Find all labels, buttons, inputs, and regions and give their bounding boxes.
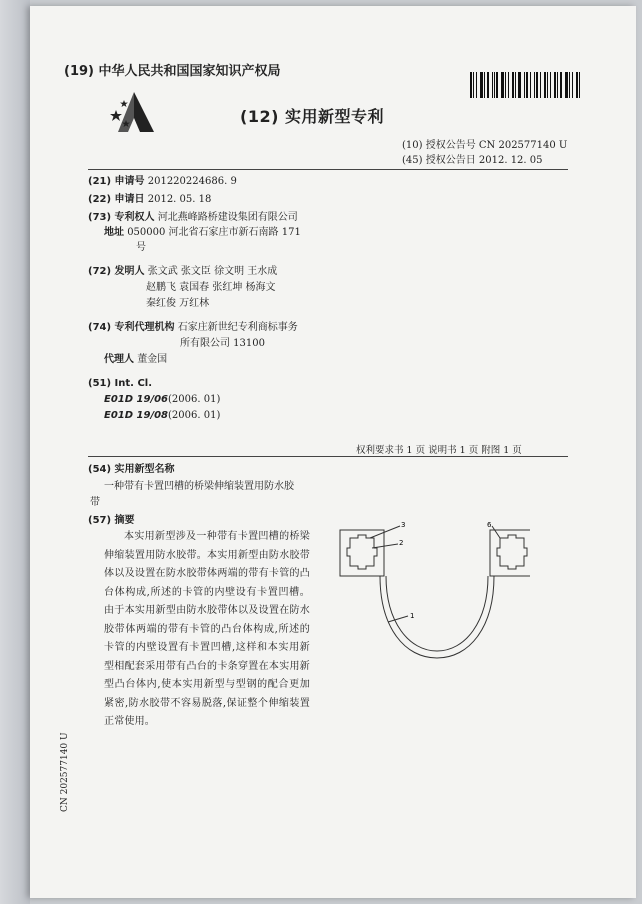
agent-value: 董金国 [137, 354, 168, 365]
agency-label: (74) 专利代理机构 [88, 322, 175, 333]
publication-date: (45) 授权公告日 2012. 12. 05 [402, 155, 543, 166]
barcode [470, 72, 582, 98]
cnipa-logo [110, 88, 160, 138]
figure-label-3: 3 [401, 521, 406, 529]
barcode-bar [569, 72, 570, 98]
barcode-bar [547, 72, 548, 98]
abstract-label [88, 513, 135, 528]
barcode-bar [473, 72, 474, 98]
barcode-bar [496, 72, 498, 98]
patentee [88, 210, 298, 225]
ipc1-code: E01D 19/06 [104, 394, 169, 405]
barcode-bar [526, 72, 528, 98]
agency-line1: 石家庄新世纪专利商标事务 [177, 322, 298, 333]
filing-date [88, 192, 211, 207]
document-type: (12) 实用新型专利 [240, 107, 384, 126]
agent [104, 352, 167, 367]
barcode-bar [487, 72, 489, 98]
ipc-label [88, 376, 152, 391]
barcode-bar [518, 72, 521, 98]
address-line1: 050000 河北省石家庄市新石南路 171 [127, 227, 301, 238]
barcode-bar [530, 72, 531, 98]
barcode-bar [508, 72, 509, 98]
barcode-bar [554, 72, 556, 98]
inventor-line3: 秦红俊 万红林 [146, 298, 210, 309]
barcode-bar [544, 72, 547, 98]
patentee-label: (73) 专利权人 [88, 212, 155, 223]
filing-date-value: 2012. 05. 18 [147, 194, 212, 205]
barcode-bar [524, 72, 525, 98]
figure-label-1: 1 [410, 612, 415, 620]
ipc-label-text: (51) Int. Cl. [88, 378, 153, 389]
barcode-bar [579, 72, 580, 98]
ipc-class-2 [104, 408, 220, 423]
barcode-bar [492, 72, 493, 98]
agent-label: 代理人 [104, 354, 134, 365]
barcode-bar [536, 72, 538, 98]
barcode-bar [512, 72, 514, 98]
patentee-value: 河北燕峰路桥建设集团有限公司 [157, 212, 298, 223]
page-counts: 权利要求书 1 页 说明书 1 页 附图 1 页 [356, 445, 522, 456]
barcode-bar [501, 72, 504, 98]
inventors [88, 264, 277, 279]
inventor-line1: 张文武 张文臣 徐文明 王水成 [147, 266, 278, 277]
ipc-class-1 [104, 392, 220, 407]
utility-model-title-label [88, 462, 175, 477]
barcode-bar [515, 72, 516, 98]
application-number [88, 174, 237, 189]
application-number-value: 201220224686. 9 [147, 176, 237, 187]
barcode-bar [557, 72, 558, 98]
barcode-bar [476, 72, 477, 98]
barcode-bar [540, 72, 541, 98]
waterproof-strip-figure [330, 518, 530, 668]
barcode-bar [484, 72, 485, 98]
top-rule [88, 169, 568, 170]
agency [88, 320, 298, 335]
abstract-text: 本实用新型涉及一种带有卡置凹槽的桥梁伸缩装置用防水胶带。本实用新型由防水胶带体以及设置在防水胶带体两端的带有卡管的凸台体构成,所述的卡管的内壁设有卡置凹槽。由于本实用新型由防水胶带体以及设置在防水胶带体两端的带有卡管的凸台体构成,所述的卡管的内壁设置有卡置凹槽,这样和本实用新型相配套采用带有凸台的卡条穿置在本实用新型凸台体内,使本实用新型与型钢的配合更加紧密,防水胶带不容易脱落,保证整个伸缩装置正常使用。 [104, 531, 310, 727]
middle-rule [88, 456, 568, 457]
background-edge [0, 0, 30, 904]
issuing-office: (19) 中华人民共和国国家知识产权局 [64, 64, 281, 79]
barcode-bar [560, 72, 562, 98]
figure-label-2: 2 [399, 539, 404, 547]
publication-number: (10) 授权公告号 CN 202577140 U [402, 140, 568, 151]
barcode-bar [576, 72, 578, 98]
barcode-bar [550, 72, 551, 98]
title-label-text: (54) 实用新型名称 [88, 464, 175, 475]
application-number-label: (21) 申请号 [88, 176, 145, 187]
barcode-bar [505, 72, 506, 98]
agency-line2: 所有限公司 13100 [180, 338, 265, 349]
address [104, 225, 301, 240]
barcode-bar [572, 72, 573, 98]
abstract-label-text: (57) 摘要 [88, 515, 135, 526]
inventor-label: (72) 发明人 [88, 266, 145, 277]
barcode-bar [470, 72, 472, 98]
inventor-line2: 赵鹏飞 袁国春 张红坤 杨海文 [146, 282, 276, 293]
ipc2-code: E01D 19/08 [104, 410, 169, 421]
barcode-bar [565, 72, 568, 98]
barcode-bar [480, 72, 483, 98]
ipc1-year: (2006. 01) [168, 394, 221, 405]
title-line1: 一种带有卡置凹槽的桥梁伸缩装置用防水胶 [104, 481, 294, 492]
side-publication-number: CN 202577140 U [60, 732, 70, 812]
barcode-bar [494, 72, 495, 98]
publication-info [402, 138, 567, 168]
title-line2: 带 [90, 497, 100, 508]
address-label: 地址 [104, 227, 124, 238]
barcode-bar [534, 72, 535, 98]
address-line2: 号 [136, 242, 146, 253]
figure-label-6: 6 [487, 521, 492, 529]
filing-date-label: (22) 申请日 [88, 194, 145, 205]
ipc2-year: (2006. 01) [168, 410, 221, 421]
